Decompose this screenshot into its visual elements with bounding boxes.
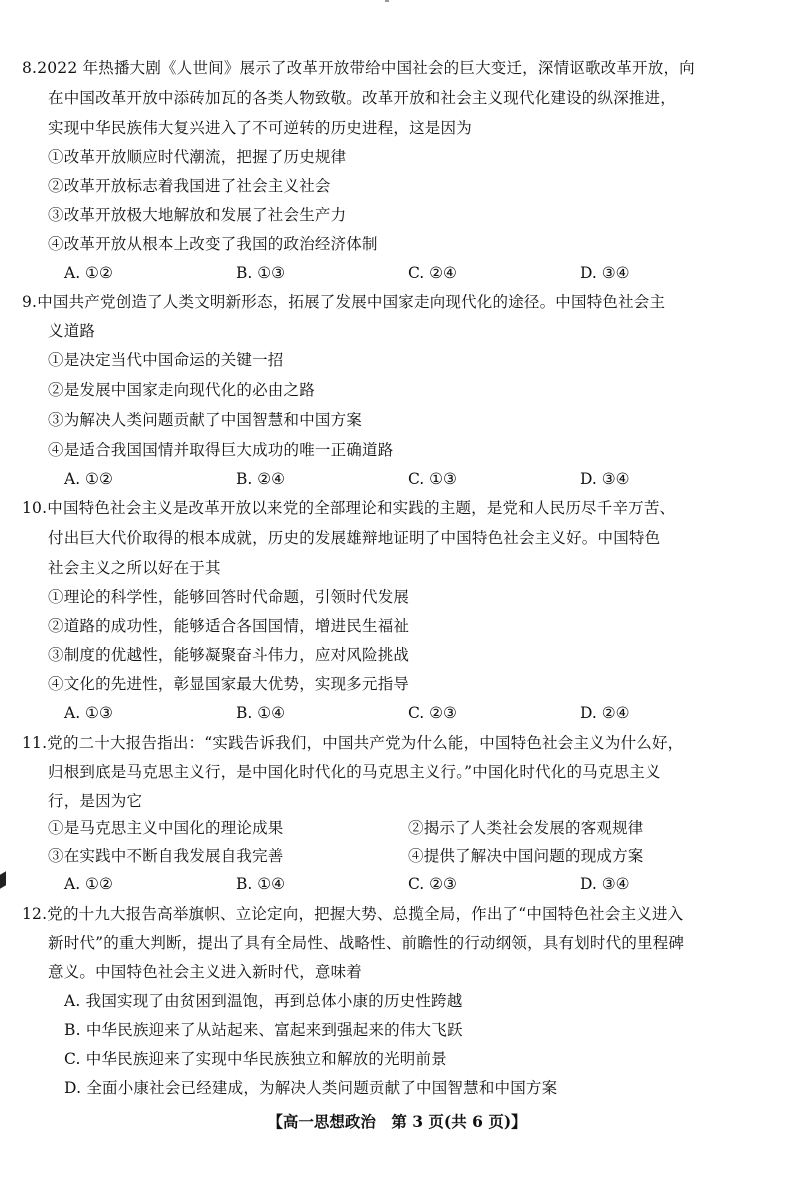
answer-choice-b: B. ①④ [236,875,286,893]
question-stem-line: 12.党的十九大报告高举旗帜、立论定向，把握大势、总揽全局，作出了“中国特色社会主义进入 [22,905,684,923]
answer-choice-b: B. ①③ [236,264,286,282]
question-stem-line: 归根到底是马克思主义行，是中国化时代化的马克思主义行。”中国化时代化的马克思主义 [48,763,661,781]
question-stem-line: 8.2022 年热播大剧《人世间》展示了改革开放带给中国社会的巨大变迁，深情讴歌改革开放，向 [22,59,695,77]
answer-choice-d: D. 全面小康社会已经建成，为解决人类问题贡献了中国智慧和中国方案 [64,1079,558,1097]
statement-option: ①改革开放顺应时代潮流，把握了历史规律 [48,148,347,166]
question-stem-line: 行，是因为它 [48,792,143,810]
scan-mark [0,871,6,888]
statement-option: ②是发展中国家走向现代化的必由之路 [48,381,315,399]
question-stem-line: 社会主义之所以好在于其 [48,559,221,577]
answer-choice-a: A. ①② [64,264,113,282]
statement-option: ②道路的成功性，能够适合各国国情，增进民生福祉 [48,617,410,635]
statement-option: ①是决定当代中国命运的关键一招 [48,351,284,369]
question-stem-line: 意义。中国特色社会主义进入新时代，意味着 [48,963,363,981]
answer-choice-d: D. ③④ [580,470,630,488]
answer-choice-d: D. ③④ [580,875,630,893]
question-stem-line: 11.党的二十大报告指出：“实践告诉我们，中国共产党为什么能，中国特色社会主义为什么好， [22,734,684,752]
statement-option: ③为解决人类问题贡献了中国智慧和中国方案 [48,411,363,429]
statement-option: ④文化的先进性，彰显国家最大优势，实现多元指导 [48,675,410,693]
answer-choice-c: C. ①③ [408,470,457,488]
statement-option: ②改革开放标志着我国进了社会主义社会 [48,177,331,195]
answer-choice-c: C. ②③ [408,875,457,893]
question-stem-line: 在中国改革开放中添砖加瓦的各类人物致敬。改革开放和社会主义现代化建设的纵深推进， [48,89,677,107]
answer-choice-c: C. ②③ [408,704,457,722]
page-footer: 【高一思想政治 第 3 页(共 6 页)】 [267,1112,527,1131]
answer-choice-c: C. ②④ [408,264,457,282]
question-stem-line: 付出巨大代价取得的根本成就，历史的发展雄辩地证明了中国特色社会主义好。中国特色 [48,529,661,547]
statement-option: ③制度的优越性，能够凝聚奋斗伟力，应对风险挑战 [48,646,410,664]
answer-choice-d: D. ②④ [580,704,630,722]
answer-choice-b: B. ①④ [236,704,286,722]
question-stem-line: 实现中华民族伟大复兴进入了不可逆转的历史进程，这是因为 [48,119,472,137]
answer-choice-d: D. ③④ [580,264,630,282]
statement-option: ②揭示了人类社会发展的客观规律 [408,819,644,837]
statement-option: ③在实践中不断自我发展自我完善 [48,847,284,865]
statement-option: ④提供了解决中国问题的现成方案 [408,847,644,865]
answer-choice-a: A. 我国实现了由贫困到温饱，再到总体小康的历史性跨越 [64,992,463,1010]
question-stem-line: 义道路 [48,322,96,340]
statement-option: ③改革开放极大地解放和发展了社会生产力 [48,206,347,224]
statement-option: ④是适合我国国情并取得巨大成功的唯一正确道路 [48,441,394,459]
statement-option: ①理论的科学性，能够回答时代命题，引领时代发展 [48,588,410,606]
answer-choice-a: A. ①② [64,875,113,893]
question-stem-line: 新时代”的重大判断，提出了具有全局性、战略性、前瞻性的行动纲领，具有划时代的里程碑 [48,934,685,952]
statement-option: ①是马克思主义中国化的理论成果 [48,819,284,837]
answer-choice-a: A. ①② [64,470,113,488]
answer-choice-c: C. 中华民族迎来了实现中华民族独立和解放的光明前景 [64,1050,447,1068]
answer-choice-a: A. ①③ [64,704,113,722]
statement-option: ④改革开放从根本上改变了我国的政治经济体制 [48,235,378,253]
answer-choice-b: B. 中华民族迎来了从站起来、富起来到强起来的伟大飞跃 [64,1021,463,1039]
question-stem-line: 10.中国特色社会主义是改革开放以来党的全部理论和实践的主题，是党和人民历尽千辛万苦、 [22,499,676,517]
question-stem-line: 9.中国共产党创造了人类文明新形态，拓展了发展中国家走向现代化的途径。中国特色社会主 [22,293,666,311]
answer-choice-b: B. ②④ [236,470,286,488]
scan-mark [385,0,389,2]
